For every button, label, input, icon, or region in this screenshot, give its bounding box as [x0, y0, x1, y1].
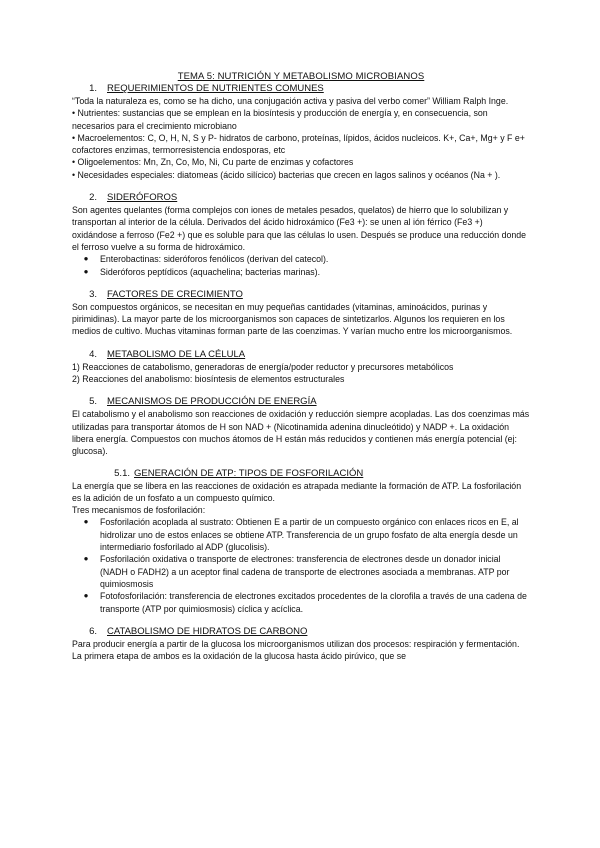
section-title: MECANISMOS DE PRODUCCIÓN DE ENERGÍA	[107, 396, 317, 408]
list-item: ● Fotofosforilación: transferencia de electrones excitados procedentes de la clorofila a través de una cadena de transporte (ATP por quimiosmosis) cíclica y acíclica.	[72, 590, 530, 615]
section-heading-5-1	[72, 468, 530, 480]
paragraph: La energía que se libera en las reacciones de oxidación es atrapada mediante la formación de ATP. La fosforilación es la adición de un fosfato a un compuesto químico.	[72, 480, 522, 503]
section-number: 4.	[89, 348, 97, 360]
bullet-list	[72, 516, 530, 614]
section-title: CATABOLISMO DE HIDRATOS DE CARBONO	[107, 625, 308, 637]
section-heading-3	[72, 289, 530, 301]
list-item: ● Enterobactinas: sideróforos fenólicos (derivan del catecol).	[72, 253, 530, 265]
bullet-icon: ●	[83, 254, 89, 264]
section-title: FACTORES DE CRECIMIENTO	[107, 288, 243, 300]
section-title: REQUERIMIENTOS DE NUTRIENTES COMUNES	[107, 83, 324, 94]
paragraph: 2) Reacciones del anabolismo: biosíntesis de elementos estructurales	[72, 374, 345, 385]
list-item: ● Fosforilación acoplada al sustrato: Obtienen E a partir de un compuesto orgánico con enlaces ricos en E, al hidrolizar uno de estos enlaces se obtiene ATP. Transferencia de un grupo fosfato de alta energía desde un intermediario fosforilado al ADP (glucolisis).	[72, 516, 530, 553]
section-heading-6	[72, 626, 530, 638]
section-heading-1	[72, 83, 530, 95]
paragraph: • Necesidades especiales: diatomeas (ácido silícico) bacterias que crecen en lagos salinos y océanos (Na + ).	[72, 169, 501, 180]
bullet-icon: ●	[83, 591, 89, 601]
document-title: TEMA 5: NUTRICIÓN Y METABOLISMO MICROBIANOS	[177, 71, 425, 82]
section-number: 3.	[89, 288, 97, 300]
paragraph: • Oligoelementos: Mn, Zn, Co, Mo, Ni, Cu parte de enzimas y cofactores	[72, 157, 354, 168]
section-heading-5	[72, 396, 530, 408]
paragraph: • Macroelementos: C, O, H, N, S y P- hidratos de carbono, proteínas, lípidos, ácidos nucleicos. K+, Ca+, Mg+ y F e+ cofactores enzimas, termorresistencia endosporas, etc	[72, 132, 525, 156]
section-heading-4	[72, 349, 530, 361]
section-number: 6.	[89, 625, 97, 637]
bullet-icon: ●	[83, 517, 89, 527]
section-title: SIDERÓFOROS	[107, 192, 178, 204]
paragraph: Para producir energía a partir de la glucosa los microorganismos utilizan dos procesos: respiración y fermentación. La primera etapa de ambos es la oxidación de la glucosa hasta ácido pirúvico, que se	[72, 638, 520, 662]
bullet-icon: ●	[83, 554, 89, 564]
bullet-list	[72, 253, 530, 278]
section-heading-2	[72, 192, 530, 204]
bullet-icon: ●	[83, 266, 89, 276]
list-item: ● Sideróforos peptídicos (aquachelina; bacterias marinas).	[72, 266, 530, 278]
document-page	[72, 71, 530, 662]
paragraph: • Nutrientes: sustancias que se emplean en la biosíntesis y producción de energía y, en consecuencia, son necesarios para el crecimiento microbiano	[72, 108, 488, 131]
section-number: 2.	[89, 192, 97, 204]
paragraph: Tres mecanismos de fosforilación:	[72, 505, 206, 516]
paragraph: El catabolismo y el anabolismo son reacciones de oxidación y reducción siempre acopladas. Las dos coenzimas más utilizadas para transportar átomos de H son NAD + (Nicotinamida adenina dinucleótido) y NADP +. La oxidación libera energía. Compuestos con muchos átomos de H están más reducidos y contienen más energía potencial (ej: glucosa).	[72, 409, 530, 457]
paragraph: Son agentes quelantes (forma complejos con iones de metales pesados, quelatos) de hierro que lo solubilizan y transportan al interior de la célula. Derivados del ácido hidroxámico (Fe3 +): se unen al ión férrico (Fe3 +) oxidándose a ferroso (Fe2 +) que es soluble para que las células lo usen. Después se produce una reducción donde el ferroso vuelve a su forma de hidroxámico.	[72, 205, 527, 252]
section-number: 5.1.	[114, 467, 130, 479]
section-title: METABOLISMO DE LA CÉLULA	[107, 348, 246, 360]
section-number: 1.	[89, 83, 97, 94]
list-item: ● Fosforilación oxidativa o transporte de electrones: transferencia de electrones desde un donador inicial (NADH o FADH2) a un aceptor final cadena de transporte de electrones asociada a membranas. ATP por quimiosmosis	[72, 553, 530, 590]
paragraph: 1) Reacciones de catabolismo, generadoras de energía/poder reductor y precursores metabólicos	[72, 361, 454, 372]
section-title: GENERACIÓN DE ATP: TIPOS DE FOSFORILACIÓN	[134, 467, 364, 479]
paragraph: “Toda la naturaleza es, como se ha dicho, una conjugación activa y pasiva del verbo comer” William Ralph Inge.	[72, 96, 509, 106]
section-number: 5.	[89, 396, 97, 408]
paragraph: Son compuestos orgánicos, se necesitan en muy pequeñas cantidades (vitaminas, aminoácidos, purinas y pirimidinas). La mayor parte de los microorganismos son capaces de sintetizarlos. Algunos los requieren en los medios de cultivo. Muchas vitaminas forman parte de las coenzimas. Y varían mucho entre los microorganismos.	[72, 301, 513, 337]
